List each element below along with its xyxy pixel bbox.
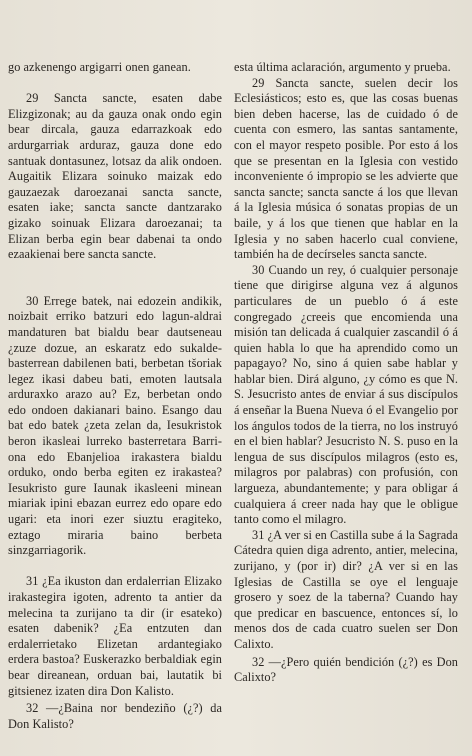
basque-column bbox=[8, 60, 222, 732]
spacer bbox=[8, 559, 222, 575]
basque-paragraph-32: 32 —¿Baina nor bendeziño (¿?) da Don Kalisto? bbox=[8, 701, 222, 731]
spanish-paragraph-32: 32 —¿Pero quién bendición (¿?) es Don Calixto? bbox=[234, 654, 458, 685]
spanish-paragraph-29: 29 Sancta sancte, suelen decir los Eclesiásticos; esto es, que las cosas buenas bien deben hacerse, las de cuidado ó de cuenta con esmero, las santas santamente, con el mayor respeto posible. Por esto á los que se presentan en la Iglesia con vestido inconveniente ó impropio se les advierte que sancta sancte; sancta sancte á los que llevan á la Iglesia música ó sonatas propias de un baile, y á los que tienen que hablar en la Iglesia y no saben hacerlo cual conviene, también ha de decírseles sancta sancte. bbox=[234, 75, 458, 262]
spanish-intro-line: esta última aclaración, argumento y prueba. bbox=[234, 60, 451, 74]
basque-paragraph-29: 29 Sancta sancte, esaten dabe Elizgizonak; au da gauza onak ondo egin bear dircala, gauza edarrazkoak edo ardurgarriak arduraz, gauza done edo santuak dontasunez, lotsaz da alik ondoen. Augaitik Elizara soinuko maizak edo gauzaezak daroezanai sancta sancte, esaten iake; sancta sancte dantzarako gizako soinuak Elizara daroezanai; ta Elizan berba egin bear dabenai ta ondo ezaakienai bere sancta sancte. bbox=[8, 91, 222, 262]
spacer bbox=[8, 263, 222, 294]
basque-intro-line: go azkenengo argigarri onen ganean. bbox=[8, 60, 191, 74]
spanish-paragraph-31: 31 ¿A ver si en Castilla sube á la Sagrada Cátedra quien diga adrento, antier, melecina, zurijano, y (por ir) dir? ¿A ver si en las Iglesias de Castilla se oye el lenguaje grosero y soez de la taberna? Cuando hay que predicar en bascuence, entonces sí, lo menos dos de cada cuatro suelen ser Don Calixto. bbox=[234, 527, 458, 651]
basque-paragraph-31: 31 ¿Ea ikuston dan erdalerrian Elizako irakastegira igoten, adrento ta antier da melecina ta zurijano ta dir (ir esateko) esaten dabenik? ¿Ea entzuten dan erdalerrietako Elizetan ardantegiako erdera bastoa? Euskerazko berbaldiak egin bear direanean, orduan bai, lautatik bi gitsienez izaten dira Don Kalisto. bbox=[8, 574, 222, 698]
spanish-column bbox=[234, 60, 458, 686]
spacer bbox=[8, 76, 222, 92]
spanish-paragraph-30: 30 Cuando un rey, ó cualquier personaje tiene que dirigirse alguna vez á algunos particulares de un pueblo ó á este congregado ¿creeis que encomienda una misión tan delicada á cualquier zascandil ó á quien habla lo que ha aprendido como un papagayo? No, sino á quien sabe hablar y hablar bien. Dirá alguno, ¿y cómo es que N. S. Jesucristo antes de enviar á sus discípulos á enseñar la Buena Nueva ó el Evangelio por los ángulos todos de la tierra, no los instruyó en el bien hablar? Jesucristo N. S. puso en la lengua de sus discípulos milagros (esto es, milagros por palabras) con profusión, con largueza, abundantemente; y para obligar á cualquiera á creer nada hay que le obligue tanto como el milagro. bbox=[234, 262, 458, 527]
basque-paragraph-30: 30 Errege batek, nai edozein andikik, noizbait erriko batzuri edo lagun-aldrai mandaturen bat bialdu bear dautseneau ¿zuze dozue, an eskaratz edo sukalde-basterrean dabilenen bati, berbetan tšoriak legez ikasi dabeu bati, emoten lautsala arduraxko arazo au? Ez, berbetan ondo edo ondoen dakianari baino. Esango dau bat edo batek ¿zeta zelan da, Iesukristok beron ikasleai lurreko basterretara Barri-ona edo Ebanjelioa irakastera bialdu orduko, ondo berba egiten ez irakastea? Iesukristo gure Iaunak ikasleeni minean miariak ipini ebazan eurrez edo opare edo ugari: eta inori ezer siuztu eragiteko, eztago miraria baino berbeta sinzgarriagorik. bbox=[8, 293, 222, 558]
